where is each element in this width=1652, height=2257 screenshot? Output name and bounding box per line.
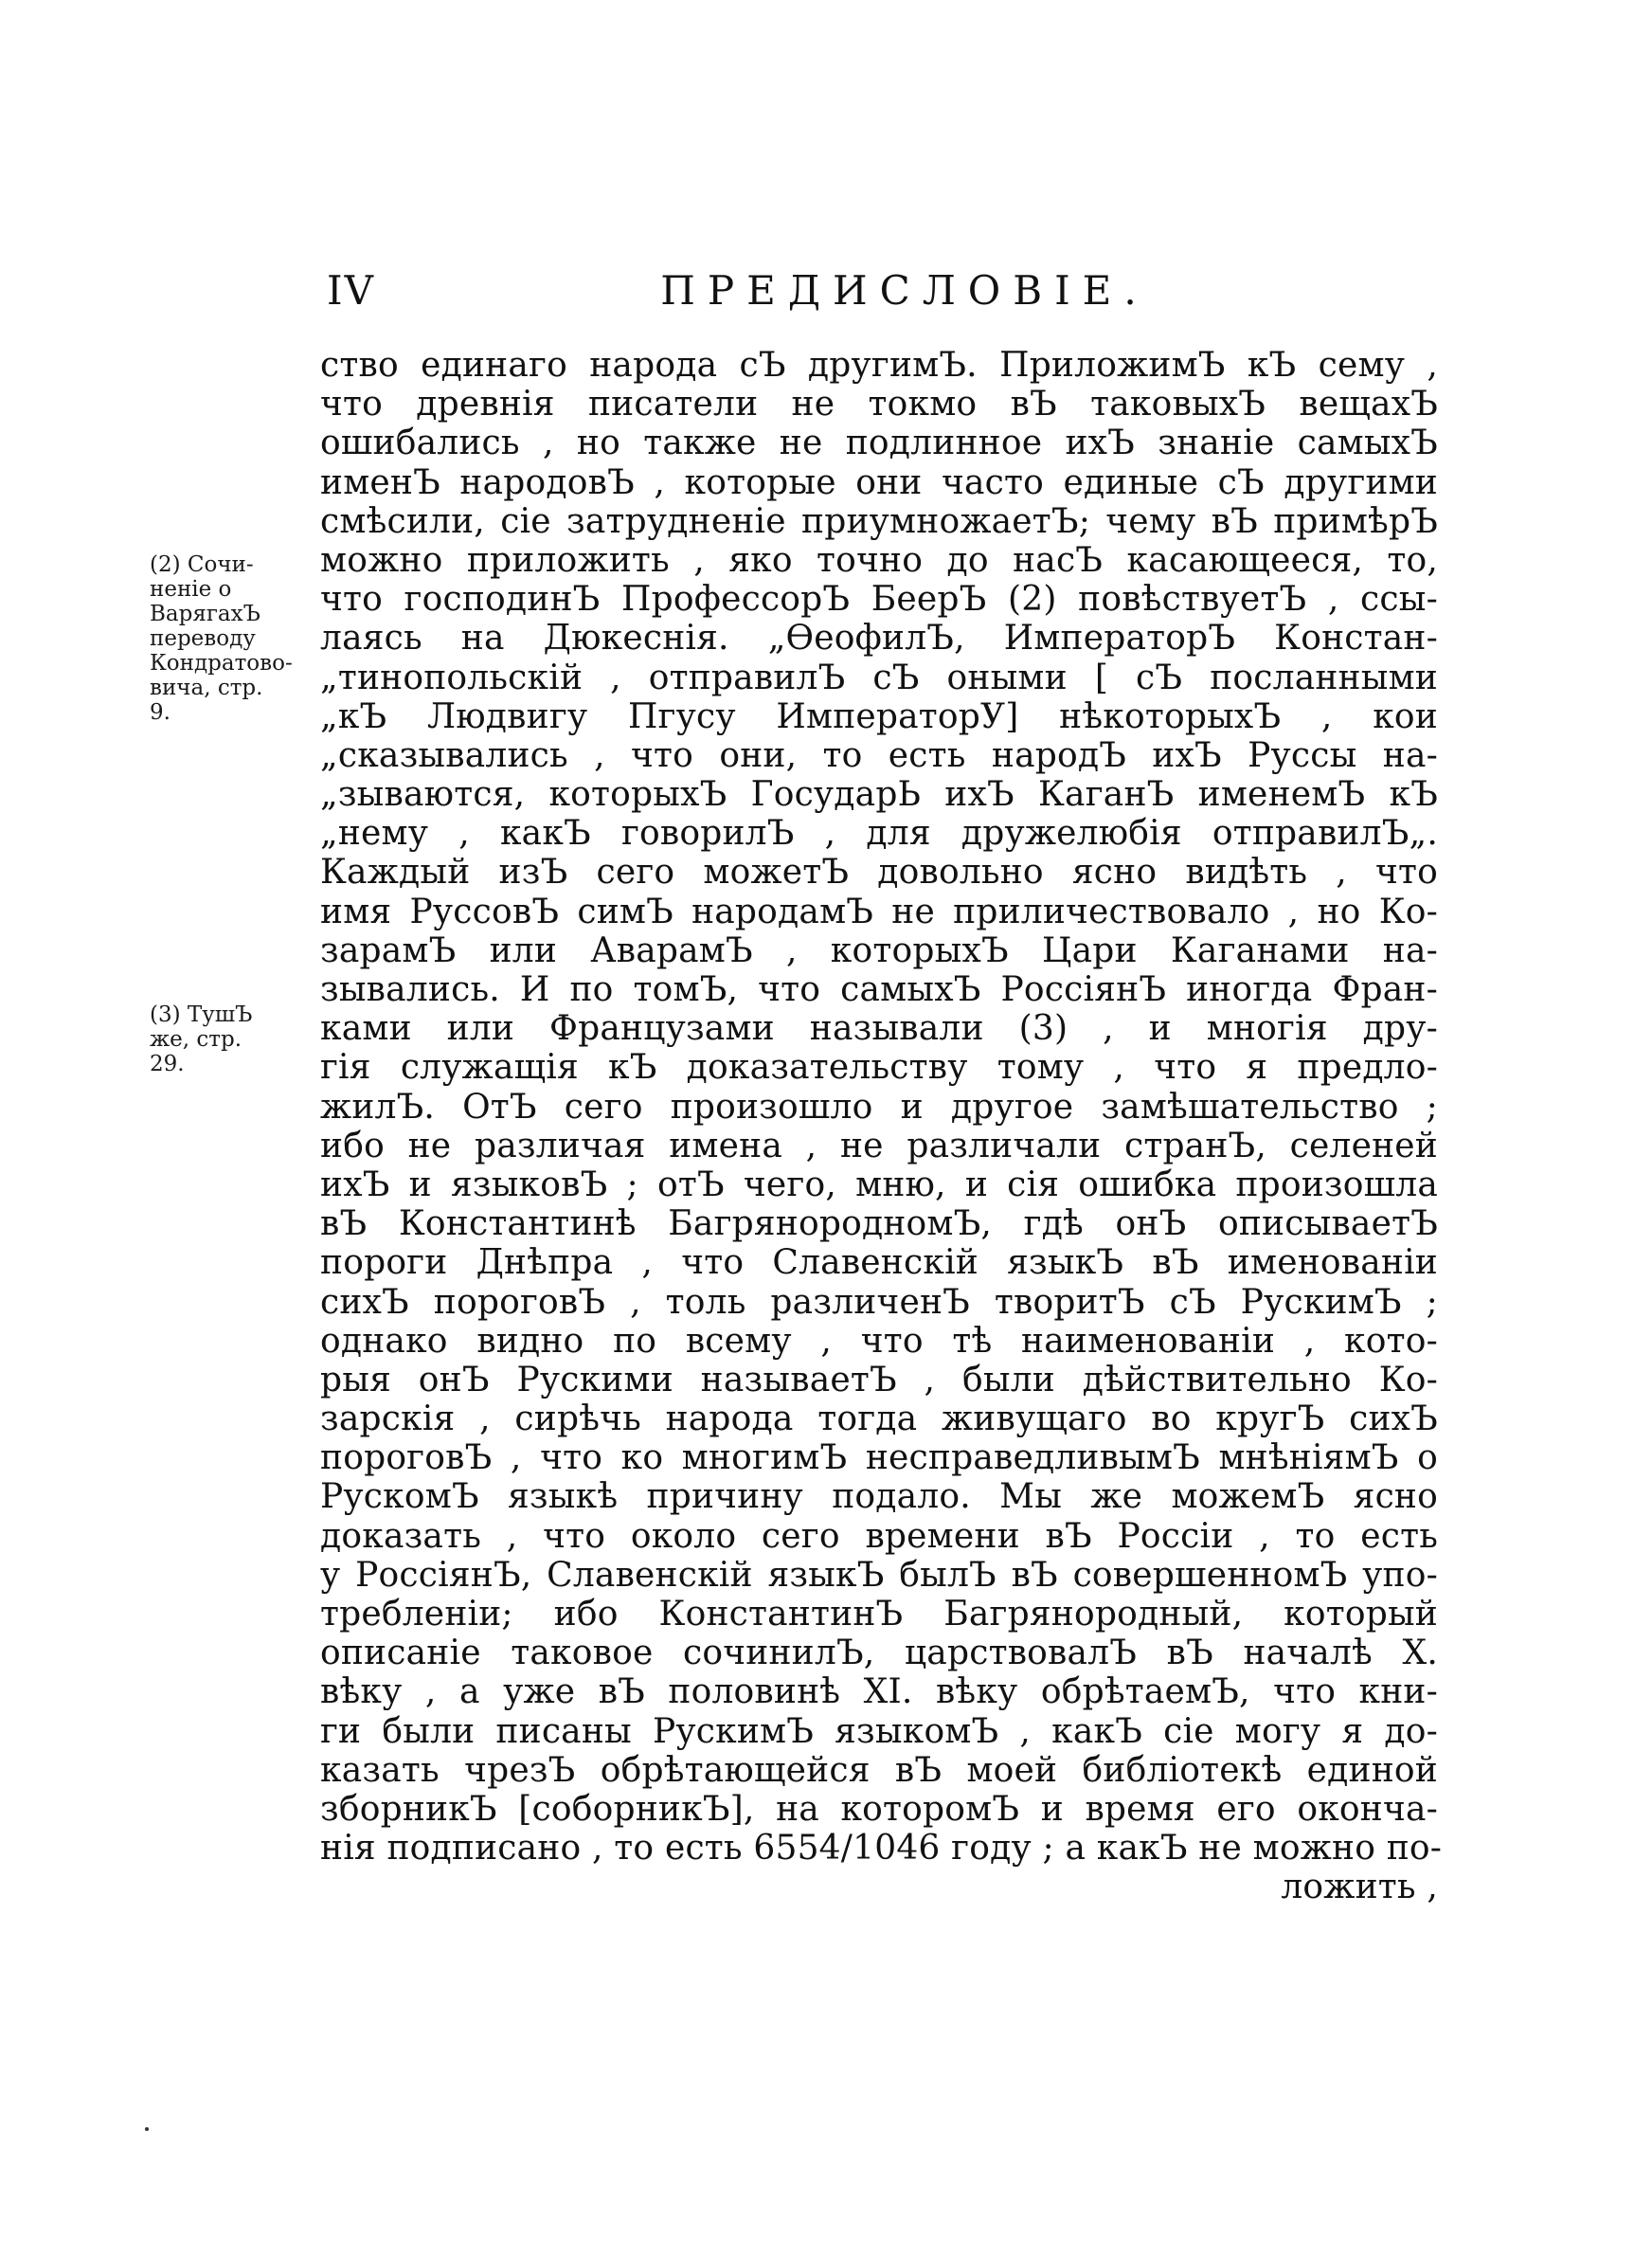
text-line: „кЪ Людвигу Пгусу ИмператорУ] нѣкоторыхЪ , кои — [320, 696, 1438, 736]
running-title: ПРЕДИСЛОВІЕ. — [660, 267, 1149, 314]
text-line: можно приложить , яко точно до насЪ касающееся, то, — [320, 540, 1438, 580]
print-speck — [145, 2127, 149, 2131]
body-text — [320, 346, 1443, 1907]
text-line: ибо не различая имена , не различали странЪ, селеней — [320, 1126, 1438, 1165]
sidenote-footnote-2 — [150, 552, 311, 725]
text-line: смѣсили, сіе затрудненіе приумножаетЪ; чему вЪ примѣрЪ — [320, 501, 1438, 541]
text-line: зарскія , сирѣчь народа тогда живущаго во кругЪ сихЪ — [320, 1399, 1438, 1439]
text-line: лаясь на Дюкеснія. „ѲеофилЪ, ИмператорЪ Констан- — [320, 619, 1438, 659]
text-line: „сказывались , что они, то есть народЪ ихЪ Руссы на- — [320, 735, 1438, 775]
text-line: имя РуссовЪ симЪ народамЪ не приличествовало , но Ко- — [320, 892, 1438, 931]
text-line: рыя онЪ Рускими называетЪ , были дѣйствительно Ко- — [320, 1360, 1438, 1399]
text-line: доказать , что около сего времени вЪ Россіи , то есть — [320, 1516, 1438, 1556]
text-line: что господинЪ ПрофессорЪ БеерЪ (2) повѣствуетЪ , ссы- — [320, 580, 1438, 620]
text-line: вѣку , а уже вЪ половинѣ XI. вѣку обрѣтаемЪ, что кни- — [320, 1672, 1438, 1712]
text-line: зывались. И по томЪ, что самыхЪ РоссіянЪ иногда Фран- — [320, 970, 1438, 1009]
text-line: ками или Французами называли (3) , и многія дру- — [320, 1009, 1438, 1049]
text-line: описаніе таковое сочинилЪ, царствовалЪ вЪ началѣ X. — [320, 1634, 1438, 1673]
text-line: ство единаго народа сЪ другимЪ. ПриложимЪ кЪ сему , — [320, 346, 1438, 385]
text-line: пороги Днѣпра , что Славенскій языкЪ вЪ именованіи — [320, 1243, 1438, 1283]
text-line: требленіи; ибо КонстантинЪ Багрянородный, который — [320, 1595, 1438, 1634]
text-line: зборникЪ [соборникЪ], на которомЪ и время его оконча- — [320, 1789, 1438, 1829]
text-line: нія подписано , то есть 6554/1046 году ; а какЪ не можно по- — [320, 1829, 1443, 1869]
text-line: у РоссіянЪ, Славенскій языкЪ былЪ вЪ совершенномЪ упо- — [320, 1555, 1438, 1595]
text-line: жилЪ. ОтЪ сего произошло и другое замѣшательство ; — [320, 1087, 1438, 1127]
text-line: „тинопольскій , отправилЪ сЪ оными [ сЪ посланными — [320, 658, 1438, 697]
text-line: казать чрезЪ обрѣтающейся вЪ моей библіотекѣ единой — [320, 1750, 1438, 1790]
text-line: гія служащія кЪ доказательству тому , что я предло- — [320, 1048, 1438, 1088]
text-line: сихЪ пороговЪ , толь различенЪ творитЪ сЪ РускимЪ ; — [320, 1282, 1438, 1322]
text-line: ошибались , но также не подлинное ихЪ знаніе самыхЪ — [320, 424, 1438, 463]
text-line: что древнія писатели не токмо вЪ таковыхЪ вещахЪ — [320, 385, 1438, 424]
sidenote-line: 29. — [150, 1052, 185, 1076]
text-line: РускомЪ языкѣ причину подало. Мы же можемЪ ясно — [320, 1477, 1438, 1517]
sidenote-line: 9. — [150, 700, 171, 725]
text-line: однако видно по всему , что тѣ наименованіи , кото- — [320, 1321, 1438, 1361]
page-number: IV — [327, 267, 375, 314]
text-line: ихЪ и языковЪ ; отЪ чего, мню, и сія ошибка произошла — [320, 1165, 1438, 1204]
sidenote-line: (3) ТушЪ — [150, 1002, 253, 1027]
sidenote-line: (2) Сочи- — [150, 552, 254, 577]
text-line: „зываются, которыхЪ ГосударЬ ихЪ КаганЪ именемЪ кЪ — [320, 775, 1438, 815]
sidenote-line: переводу — [150, 626, 256, 651]
sidenote-footnote-3 — [150, 1002, 311, 1076]
text-line: „нему , какЪ говорилЪ , для дружелюбія отправилЪ„. — [320, 814, 1438, 854]
sidenote-line: ВарягахЪ — [150, 602, 260, 626]
text-line: именЪ народовЪ , которые они часто единые сЪ другими — [320, 462, 1438, 502]
text-line: пороговЪ , что ко многимЪ несправедливымЪ мнѣніямЪ о — [320, 1438, 1438, 1478]
sidenote-line: неніе о — [150, 577, 232, 602]
text-line-catchword: ложить , — [1281, 1868, 1438, 1907]
sidenote-line: Кондратово- — [150, 651, 293, 676]
text-line: ги были писаны РускимЪ языкомЪ , какЪ сіе могу я до- — [320, 1711, 1438, 1751]
sidenote-line: же, стр. — [150, 1027, 242, 1052]
text-line: Каждый изЪ сего можетЪ довольно ясно видѣть , что — [320, 853, 1438, 893]
text-line: вЪ Константинѣ БагрянородномЪ, гдѣ онЪ описываетЪ — [320, 1204, 1438, 1244]
sidenote-line: вича, стр. — [150, 676, 263, 700]
text-line: зарамЪ или АварамЪ , которыхЪ Цари Каганами на- — [320, 930, 1438, 970]
